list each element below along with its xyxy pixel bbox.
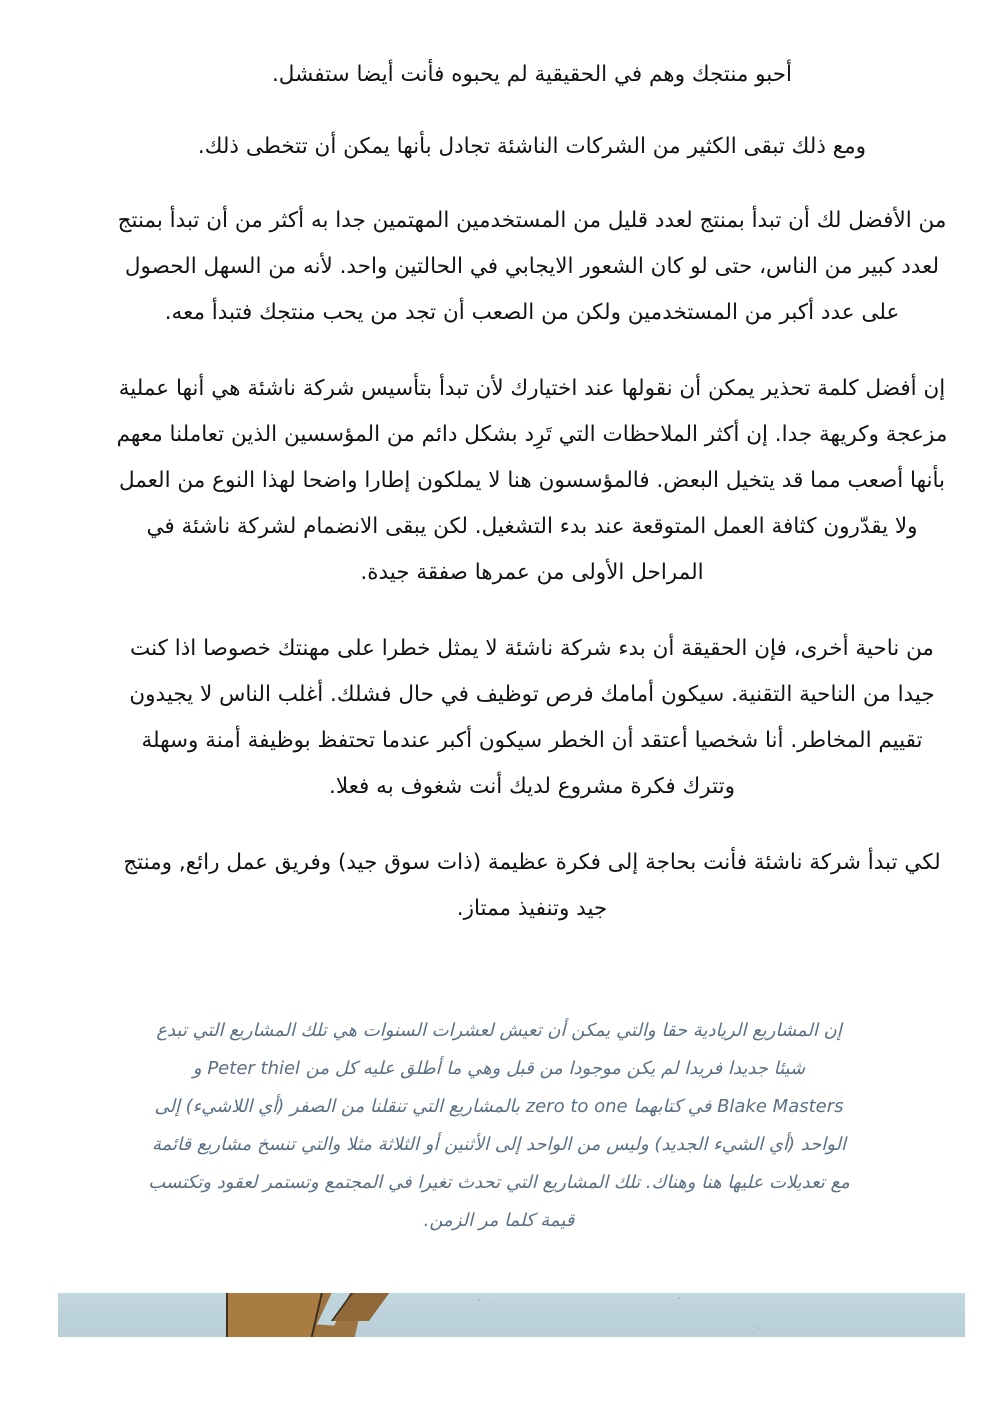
latin-term: zero to one [525, 1096, 628, 1117]
illustration-speck [478, 1299, 480, 1301]
illustration-speck [758, 1327, 760, 1329]
bottom-illustration [58, 1293, 965, 1337]
paragraph: ومع ذلك تبقى الكثير من الشركات الناشئة تجادل بأنها يمكن أن تتخطى ذلك. [197, 134, 867, 159]
latin-term: Blake Masters [717, 1096, 844, 1117]
paragraph: أحبو منتجك وهم في الحقيقية لم يحبوه فأنت أيضا ستفشل. [271, 62, 793, 87]
latin-term: Peter thiel [207, 1058, 301, 1079]
quote-block [140, 1012, 858, 1240]
illustration-speck [678, 1297, 680, 1299]
document-body [112, 52, 952, 932]
paragraph: من الأفضل لك أن تبدأ بمنتج لعدد قليل من المستخدمين المهتمين جدا به أكثر من أن تبدأ بمنتج لعدد كبير من الناس، حتى لو كان الشعور الايجابي في الحالتين واحد. لأنه من السهل الحصول على عدد أكبر من المستخدمين ولكن من الصعب أن تجد من يحب منتجك فتبدأ معه. [117, 208, 947, 325]
paragraph: من ناحية أخرى، فإن الحقيقة أن بدء شركة ناشئة لا يمثل خطرا على مهنتك خصوصا اذا كنت جيدا من الناحية التقنية. سيكون أمامك فرص توظيف في حال فشلك. أغلب الناس لا يجيدون تقييم المخاطر. أنا شخصيا أعتقد أن الخطر سيكون أكبر عندما تحتفظ بوظيفة أمنة وسهلة وتترك فكرة مشروع لديك أنت شغوف به فعلا. [129, 636, 935, 799]
paragraph: إن أفضل كلمة تحذير يمكن أن نقولها عند اختيارك لأن تبدأ بتأسيس شركة ناشئة هي أنها عملية مزعجة وكريهة جدا. إن أكثر الملاحظات التي تَرِد بشكل دائم من المؤسسين الذين تعاملنا معهم بأنها أصعب مما قد يتخيل البعض. فالمؤسسون هنا لا يملكون إطارا واضحا لهذا النوع من العمل ولا يقدّرون كثافة العمل المتوقعة عند بدء التشغيل. لكن يبقى الانضمام لشركة ناشئة في المراحل الأولى من عمرها صفقة جيدة. [116, 376, 948, 585]
illustration-speck [490, 1303, 492, 1305]
illustration-sky [58, 1293, 965, 1337]
paragraph: لكي تبدأ شركة ناشئة فأنت بحاجة إلى فكرة عظيمة (ذات سوق جيد) وفريق عمل رائع, ومنتج جيد وتنفيذ ممتاز. [123, 850, 941, 921]
quote-paragraph: إن المشاريع الريادية حقا والتي يمكن أن تعيش لعشرات السنوات هي تلك المشاريع التي تبدع شيئا جديدا فريدا لم يكن موجودا من قبل وهي ما أطلق عليه كل من Peter thiel و Blake Masters في كتابهما zero to one بالمشاريع التي تنقلنا من الصفر (أي اللاشيء) إلى الواحد (أي الشيء الجديد) وليس من الواحد إلى الأثنين أو الثلاثة مثلا والتي تنسخ مشاريع قائمة مع تعديلات عليها هنا وهناك. تلك المشاريع التي تحدث تغيرا في المجتمع وتستمر لعقود وتكتسب قيمة كلما مر الزمن. [148, 1020, 850, 1231]
